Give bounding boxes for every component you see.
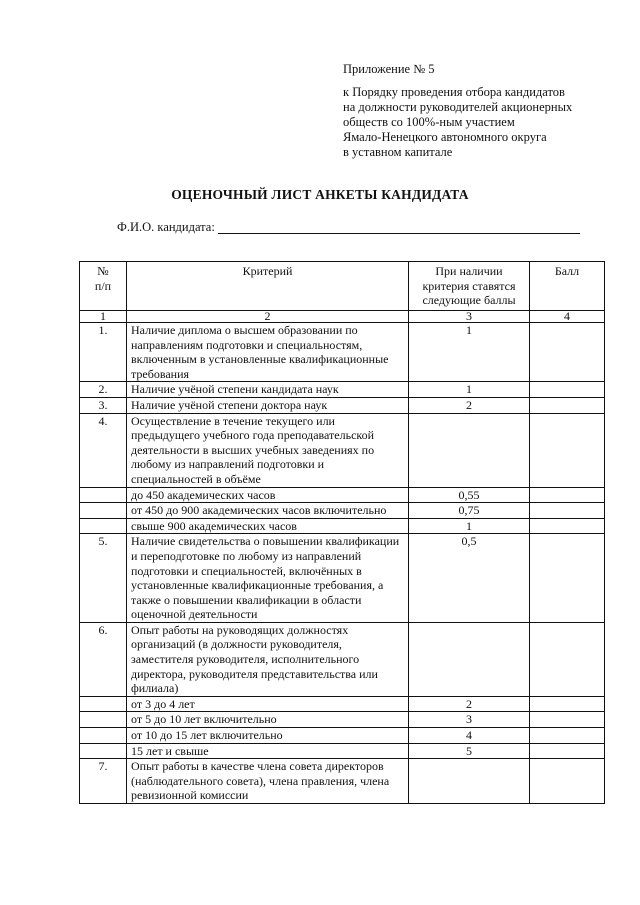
table-row [80,728,605,744]
candidate-name-label: Ф.И.О. кандидата: [117,220,215,234]
row-number: 7. [80,759,127,804]
header-score: Балл [530,262,605,311]
document-title: ОЦЕНОЧНЫЙ ЛИСТ АНКЕТЫ КАНДИДАТА [171,187,469,202]
row-number [80,728,127,744]
row-criterion: свыше 900 академических часов [127,518,409,534]
column-number: 4 [530,311,605,323]
row-criterion: Наличие учёной степени кандидата наук [127,382,409,398]
row-number [80,518,127,534]
row-criterion: Опыт работы на руководящих должностях организаций (в должности руководителя, заместителя руководителя, исполнительного директора, руководителя представительства или филиала) [127,622,409,696]
table-row [80,397,605,413]
row-score[interactable] [530,728,605,744]
row-criterion: от 3 до 4 лет [127,696,409,712]
row-number [80,696,127,712]
appendix-title: Приложение № 5 [343,62,435,76]
row-criterion: Наличие свидетельства о повышении квалификации и переподготовке по любому из направлений подготовки и специальностей, включённых в установленные квалификационные требования, а также о повышении квалификации в области оценочной деятельности [127,534,409,623]
row-number [80,503,127,519]
appendix-line: Ямало-Ненецкого автономного округа [343,130,547,144]
column-numbers-row [80,311,605,323]
row-points [409,759,530,804]
row-score[interactable] [530,503,605,519]
row-criterion: Наличие учёной степени доктора наук [127,397,409,413]
row-score[interactable] [530,759,605,804]
header-num: № п/п [80,262,127,311]
header-points: При наличии критерия ставятся следующие баллы [409,262,530,311]
row-score[interactable] [530,382,605,398]
row-number: 5. [80,534,127,623]
row-criterion: от 10 до 15 лет включительно [127,728,409,744]
table-row [80,759,605,804]
row-points: 2 [409,397,530,413]
header-criterion: Критерий [127,262,409,311]
table-row [80,622,605,696]
row-score[interactable] [530,696,605,712]
row-number [80,743,127,759]
table-row [80,323,605,382]
table-row [80,743,605,759]
row-points: 4 [409,728,530,744]
row-number [80,712,127,728]
table-row [80,382,605,398]
row-points: 0,55 [409,487,530,503]
row-points: 1 [409,382,530,398]
row-number: 4. [80,413,127,487]
row-points: 0,75 [409,503,530,519]
row-score[interactable] [530,712,605,728]
table-row [80,518,605,534]
row-number: 6. [80,622,127,696]
row-points: 1 [409,323,530,382]
row-points [409,413,530,487]
row-criterion: 15 лет и свыше [127,743,409,759]
row-score[interactable] [530,323,605,382]
row-points [409,622,530,696]
row-score[interactable] [530,413,605,487]
row-points: 5 [409,743,530,759]
row-number: 2. [80,382,127,398]
row-score[interactable] [530,518,605,534]
row-criterion: Осуществление в течение текущего или предыдущего учебного года преподавательской деятельности в высших учебных заведениях по любому из направлений подготовки и специальностей в объёме [127,413,409,487]
appendix-block [343,62,572,160]
candidate-name-field[interactable] [218,233,580,234]
column-number: 1 [80,311,127,323]
appendix-line: к Порядку проведения отбора кандидатов [343,85,565,99]
row-points: 2 [409,696,530,712]
row-criterion: от 5 до 10 лет включительно [127,712,409,728]
table-row [80,503,605,519]
row-criterion: Наличие диплома о высшем образовании по направлениям подготовки и специальностям, включенным в установленные квалификационные требования [127,323,409,382]
appendix-line: обществ со 100%-ным участием [343,115,515,129]
row-number: 1. [80,323,127,382]
table-row [80,534,605,623]
row-score[interactable] [530,534,605,623]
appendix-line: в уставном капитале [343,145,453,159]
table-row [80,712,605,728]
column-number: 2 [127,311,409,323]
row-criterion: от 450 до 900 академических часов включительно [127,503,409,519]
row-points: 1 [409,518,530,534]
appendix-line: на должности руководителей акционерных [343,100,573,114]
row-number [80,487,127,503]
row-points: 3 [409,712,530,728]
row-score[interactable] [530,487,605,503]
row-score[interactable] [530,622,605,696]
row-criterion: Опыт работы в качестве члена совета директоров (наблюдательного совета), члена правления, члена ревизионной комиссии [127,759,409,804]
row-criterion: до 450 академических часов [127,487,409,503]
row-score[interactable] [530,743,605,759]
table-row [80,487,605,503]
table-header-row [80,262,605,311]
table-row [80,413,605,487]
row-score[interactable] [530,397,605,413]
criteria-table [79,261,605,804]
column-number: 3 [409,311,530,323]
row-number: 3. [80,397,127,413]
table-row [80,696,605,712]
row-points: 0,5 [409,534,530,623]
